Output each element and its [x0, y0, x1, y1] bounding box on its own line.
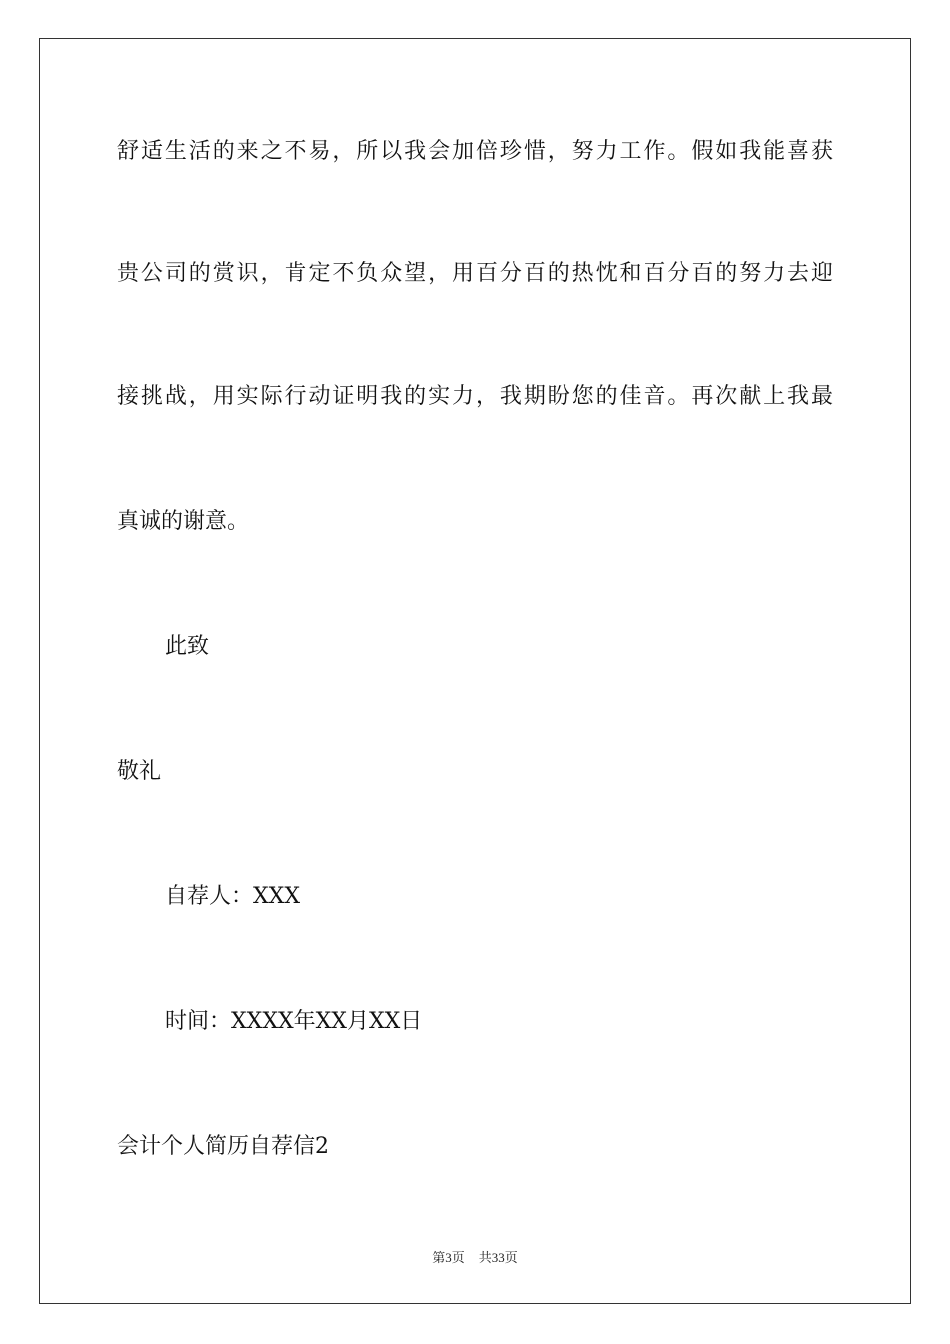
body-line-4: 真诚的谢意。 [117, 509, 250, 534]
page-number: 第3页 [432, 1250, 465, 1265]
page-frame [39, 38, 911, 1304]
page-footer [0, 1247, 950, 1266]
body-line-1: 舒适生活的来之不易，所以我会加倍珍惜，努力工作。假如我能喜获 [117, 139, 833, 164]
body-line-3: 接挑战，用实际行动证明我的实力，我期盼您的佳音。再次献上我最 [117, 384, 833, 409]
signer-line: 自荐人：XXX [165, 884, 300, 909]
next-letter-title: 会计个人简历自荐信2 [117, 1134, 329, 1159]
date-line: 时间：XXXX年XX月XX日 [165, 1009, 423, 1034]
body-line-2: 贵公司的赏识，肯定不负众望，用百分百的热忱和百分百的努力去迎 [117, 261, 833, 286]
closing-phrase: 此致 [165, 634, 210, 659]
salutation: 敬礼 [117, 759, 162, 784]
total-pages: 共33页 [478, 1250, 518, 1265]
